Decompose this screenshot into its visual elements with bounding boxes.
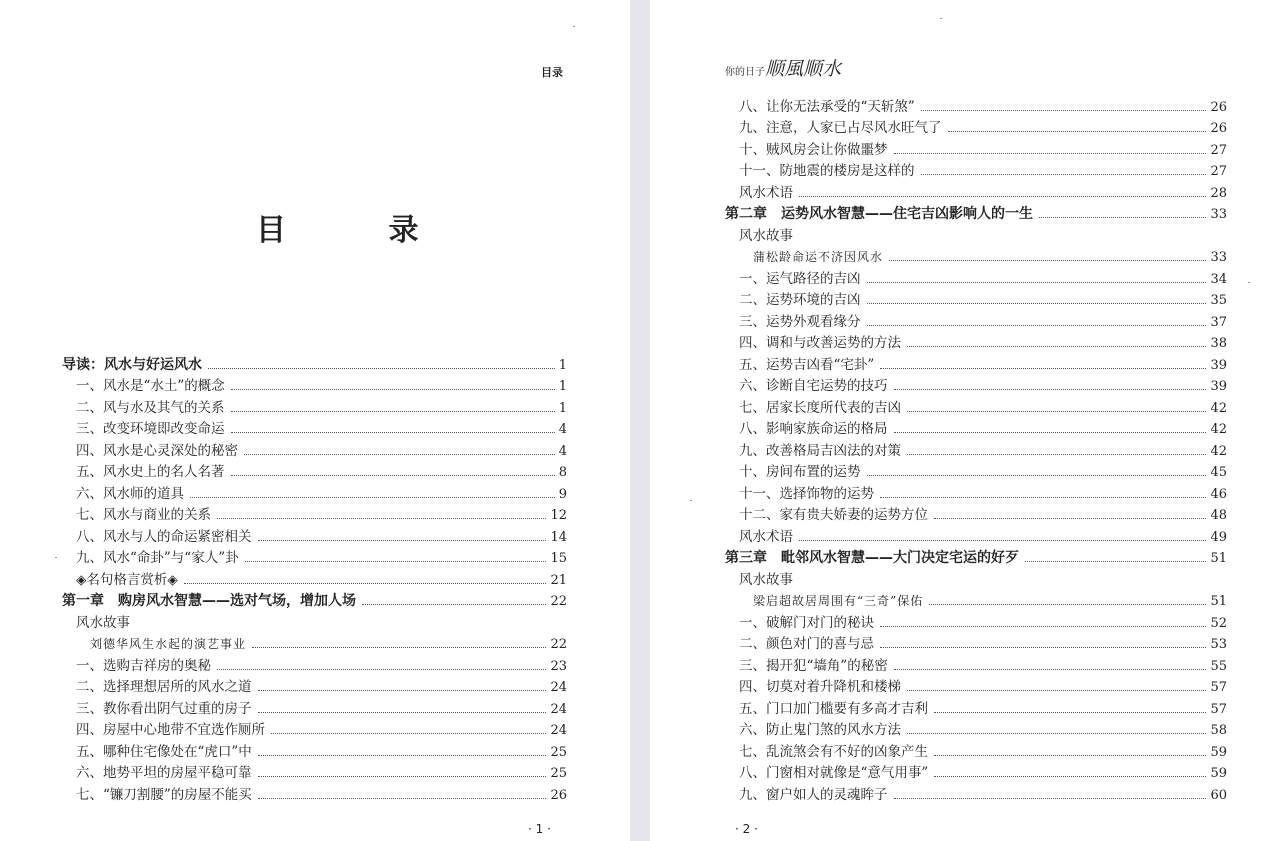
toc-page-number: 4 <box>558 443 567 459</box>
toc-entry-title: 二、选择理想居所的风水之道 <box>76 679 252 695</box>
dot-leader <box>258 776 547 777</box>
toc-page-number: 1 <box>558 379 567 394</box>
dot-leader <box>880 647 1206 648</box>
toc-entry-title: 二、颜色对门的喜与忌 <box>739 636 874 652</box>
toc-page-number: 42 <box>1210 422 1227 437</box>
toc-entry-title: 十、贼风房会让你做噩梦 <box>739 141 888 158</box>
dot-leader <box>867 282 1207 283</box>
toc-entry-title: 风水故事 <box>76 614 130 631</box>
toc-entry <box>725 610 1227 632</box>
dot-leader <box>934 776 1206 777</box>
toc-entry-title: 八、影响家族命运的格局 <box>739 421 888 437</box>
toc-entry-title: 第一章 购房风水智慧——选对气场，增加人场 <box>62 593 356 609</box>
toc-entry-title: 九、风水“命卦”与“家人”卦 <box>76 550 239 566</box>
toc-page-number: 23 <box>550 658 567 674</box>
toc-entry <box>62 696 567 718</box>
toc-entry-title: 十二、家有贵夫娇妻的运势方位 <box>739 507 928 523</box>
toc-page-number: 58 <box>1210 723 1227 738</box>
dot-leader <box>258 540 547 541</box>
dot-leader <box>867 475 1207 476</box>
toc-page-number: 42 <box>1210 400 1227 416</box>
dot-leader <box>231 389 555 390</box>
toc-page-number: 53 <box>1210 637 1227 652</box>
toc-page-number: 51 <box>1210 594 1227 609</box>
toc-entry-title: 七、风水与商业的关系 <box>76 507 211 523</box>
toc-page-number: 39 <box>1210 357 1227 373</box>
toc-entry <box>725 675 1227 697</box>
toc-entry <box>725 481 1227 503</box>
dot-leader <box>894 389 1207 390</box>
toc-entry-title: 三、教你看出阴气过重的房子 <box>76 700 252 717</box>
toc-entry-title: 梁启超故居周围有“三奇”保佑 <box>753 594 924 608</box>
dot-leader <box>894 798 1207 799</box>
toc-entry <box>62 610 567 632</box>
toc-entry <box>725 417 1227 439</box>
toc-entry <box>725 503 1227 525</box>
dot-leader <box>867 303 1207 304</box>
dot-leader <box>245 561 547 562</box>
dot-leader <box>907 454 1206 455</box>
dot-leader <box>799 540 1206 541</box>
header-small-text: 你的日子 <box>725 67 765 78</box>
dot-leader <box>894 669 1207 670</box>
toc-entry-title: 三、运势外观看缘分 <box>739 313 861 330</box>
toc-entry-title: 二、风与水及其气的关系 <box>76 399 225 416</box>
dot-leader <box>934 712 1206 713</box>
dot-leader <box>258 798 547 799</box>
dot-leader <box>921 110 1207 111</box>
toc-page-number: 51 <box>1210 551 1227 566</box>
toc-entry-title: 一、风水是“水土”的概念 <box>76 378 225 394</box>
toc-entry <box>725 395 1227 417</box>
toc-entry <box>62 567 567 589</box>
dot-leader <box>1025 561 1206 562</box>
toc-page-number: 24 <box>550 701 567 717</box>
toc-entry <box>725 137 1227 159</box>
toc-entry <box>62 460 567 482</box>
scan-speck <box>573 26 575 27</box>
toc-entry-title: 三、揭开犯“墙角”的秘密 <box>739 657 888 674</box>
dot-leader <box>889 260 1206 261</box>
toc-chapter-entry <box>725 202 1227 224</box>
dot-leader <box>190 497 555 498</box>
book-running-header <box>725 54 841 81</box>
toc-page-number: 45 <box>1210 465 1227 480</box>
toc-entry <box>62 503 567 525</box>
toc-entry-title: 十一、防地震的楼房是这样的 <box>739 163 915 179</box>
toc-page-number: 52 <box>1210 615 1227 631</box>
toc-entry <box>725 718 1227 740</box>
dot-leader <box>929 604 1206 605</box>
toc-page-number: 22 <box>550 594 567 609</box>
dot-leader <box>244 454 555 455</box>
dot-leader <box>894 432 1207 433</box>
toc-entry <box>725 309 1227 331</box>
toc-entry-title: 第二章 运势风水智慧——住宅吉凶影响人的一生 <box>725 206 1033 222</box>
toc-entry <box>725 589 1227 611</box>
toc-page-number: 49 <box>1210 529 1227 545</box>
toc-page-number: 25 <box>550 766 567 781</box>
toc-entry <box>62 395 567 417</box>
page-number: · 2 · <box>735 822 758 836</box>
toc-page-number: 9 <box>558 486 567 502</box>
toc-entry <box>62 739 567 761</box>
toc-entry-title: 一、运气路径的吉凶 <box>739 270 861 287</box>
toc-page-number: 33 <box>1210 207 1227 222</box>
dot-leader <box>217 518 546 519</box>
table-of-contents <box>62 352 567 804</box>
toc-page-number: 24 <box>550 723 567 738</box>
dot-leader <box>208 368 555 369</box>
toc-entry <box>725 438 1227 460</box>
toc-entry <box>62 417 567 439</box>
toc-entry <box>62 524 567 546</box>
dot-leader <box>907 411 1206 412</box>
toc-entry <box>62 632 567 654</box>
toc-entry-title: 一、选购吉祥房的奥秘 <box>76 657 211 674</box>
toc-entry-title: 九、改善格局吉凶法的对策 <box>739 442 901 459</box>
toc-entry-title: 九、注意，人家已占尽风水旺气了 <box>739 120 942 136</box>
toc-entry-title: 八、风水与人的命运紧密相关 <box>76 528 252 545</box>
dot-leader <box>184 583 547 584</box>
scan-speck <box>55 557 57 558</box>
toc-chapter-entry <box>62 589 567 611</box>
toc-page-number: 24 <box>550 680 567 695</box>
dot-leader <box>867 325 1207 326</box>
dot-leader <box>231 432 555 433</box>
toc-entry-title: 二、运势环境的吉凶 <box>739 292 861 308</box>
toc-entry-title: 风水故事 <box>739 227 793 244</box>
table-of-contents <box>725 94 1227 804</box>
toc-entry-title: 一、破解门对门的秘诀 <box>739 614 874 631</box>
toc-entry <box>725 696 1227 718</box>
toc-entry-title: 八、门窗相对就像是“意气用事” <box>739 765 929 781</box>
toc-page-number: 14 <box>550 529 567 545</box>
toc-page-number: 59 <box>1210 744 1227 760</box>
toc-page-number: 8 <box>558 465 567 480</box>
dot-leader <box>271 733 546 734</box>
toc-entry-title: 五、门口加门槛要有多高才吉利 <box>739 700 928 717</box>
dot-leader <box>921 174 1207 175</box>
toc-entry <box>62 438 567 460</box>
toc-entry <box>62 374 567 396</box>
right-page <box>650 0 1282 841</box>
toc-entry-title: 风水故事 <box>739 571 793 588</box>
toc-entry-title: 五、运势吉凶看“宅卦” <box>739 356 875 373</box>
dot-leader <box>231 411 555 412</box>
toc-page-number: 48 <box>1210 508 1227 523</box>
toc-entry-title: 十一、选择饰物的运势 <box>739 485 874 502</box>
page-number: · 1 · <box>528 822 551 836</box>
toc-entry <box>725 761 1227 783</box>
toc-entry-title: 十、房间布置的运势 <box>739 464 861 480</box>
dot-leader <box>880 368 1206 369</box>
page-gutter <box>630 0 650 841</box>
dot-leader <box>880 497 1206 498</box>
toc-chapter-entry <box>725 546 1227 568</box>
toc-entry <box>725 331 1227 353</box>
dot-leader <box>362 604 546 605</box>
toc-entry-title: 导读：风水与好运风水 <box>62 356 202 373</box>
toc-page-number: 27 <box>1210 142 1227 158</box>
toc-entry-title: 四、房屋中心地带不宜选作厕所 <box>76 722 265 738</box>
toc-entry <box>62 653 567 675</box>
toc-page-number: 57 <box>1210 701 1227 717</box>
toc-entry-title: 三、改变环境即改变命运 <box>76 421 225 437</box>
toc-entry <box>62 546 567 568</box>
toc-page-number: 60 <box>1210 787 1227 803</box>
toc-page-number: 28 <box>1210 185 1227 201</box>
toc-entry <box>725 782 1227 804</box>
toc-page-number: 33 <box>1210 250 1227 265</box>
toc-entry-title: 六、风水师的道具 <box>76 485 184 502</box>
toc-entry-title: 七、乱流煞会有不好的凶象产生 <box>739 743 928 760</box>
scan-speck <box>1248 282 1250 283</box>
toc-entry <box>725 352 1227 374</box>
toc-entry <box>725 460 1227 482</box>
dot-leader <box>258 712 547 713</box>
toc-entry-title: 四、风水是心灵深处的秘密 <box>76 442 238 459</box>
toc-page-number: 4 <box>558 422 567 437</box>
toc-page-number: 22 <box>550 637 567 652</box>
toc-page-number: 12 <box>550 508 567 523</box>
toc-entry-title: ◈名句格言赏析◈ <box>76 571 178 588</box>
toc-entry <box>62 481 567 503</box>
dot-leader <box>934 755 1206 756</box>
toc-entry <box>725 739 1227 761</box>
toc-page-number: 1 <box>558 400 567 416</box>
toc-page-number: 42 <box>1210 443 1227 459</box>
dot-leader <box>231 475 555 476</box>
toc-entry-title: 蒲松龄命运不济因风水 <box>753 250 884 264</box>
dot-leader <box>258 755 547 756</box>
toc-entry <box>62 761 567 783</box>
dot-leader <box>799 196 1206 197</box>
dot-leader <box>894 153 1207 154</box>
toc-entry <box>62 718 567 740</box>
toc-page-number: 46 <box>1210 486 1227 502</box>
toc-entry <box>725 374 1227 396</box>
toc-entry <box>725 632 1227 654</box>
toc-entry-title: 九、窗户如人的灵魂眸子 <box>739 786 888 803</box>
dot-leader <box>907 690 1206 691</box>
toc-entry <box>725 266 1227 288</box>
toc-page-number: 37 <box>1210 314 1227 330</box>
dot-leader <box>252 647 546 648</box>
dot-leader <box>880 626 1206 627</box>
toc-entry-title: 四、调和与改善运势的方法 <box>739 335 901 351</box>
toc-page-number: 1 <box>558 357 567 373</box>
toc-page-number: 39 <box>1210 379 1227 394</box>
toc-page-number: 15 <box>550 551 567 566</box>
toc-page-number: 26 <box>1210 121 1227 136</box>
dot-leader <box>907 346 1206 347</box>
toc-entry <box>725 180 1227 202</box>
toc-entry <box>725 223 1227 245</box>
dot-leader <box>1039 217 1206 218</box>
toc-entry <box>725 653 1227 675</box>
toc-page-number: 38 <box>1210 336 1227 351</box>
toc-page-number: 26 <box>550 787 567 803</box>
toc-page-number: 27 <box>1210 164 1227 179</box>
toc-entry-title: 七、居家长度所代表的吉凶 <box>739 399 901 416</box>
toc-entry <box>725 159 1227 181</box>
toc-page-number: 25 <box>550 744 567 760</box>
toc-chapter-entry <box>62 352 567 374</box>
toc-page-number: 35 <box>1210 293 1227 308</box>
toc-entry <box>725 567 1227 589</box>
scan-speck <box>940 18 942 19</box>
toc-entry <box>725 94 1227 116</box>
toc-entry <box>725 288 1227 310</box>
toc-entry-title: 六、防止鬼门煞的风水方法 <box>739 722 901 738</box>
dot-leader <box>948 131 1207 132</box>
toc-page-number: 59 <box>1210 766 1227 781</box>
toc-page-number: 26 <box>1210 99 1227 115</box>
dot-leader <box>907 733 1206 734</box>
scan-speck <box>690 500 692 501</box>
toc-page-number: 57 <box>1210 680 1227 695</box>
toc-page-number: 55 <box>1210 658 1227 674</box>
toc-entry-title: 八、让你无法承受的“天斩煞” <box>739 98 915 115</box>
toc-entry-title: 五、风水史上的名人名著 <box>76 464 225 480</box>
toc-entry-title: 七、“镰刀割腰”的房屋不能买 <box>76 786 252 803</box>
dot-leader <box>217 669 546 670</box>
toc-entry-title: 刘德华风生水起的演艺事业 <box>90 637 247 651</box>
dot-leader <box>934 518 1206 519</box>
toc-entry-title: 风水术语 <box>739 528 793 545</box>
toc-entry <box>725 524 1227 546</box>
toc-entry-title: 四、切莫对着升降机和楼梯 <box>739 679 901 695</box>
toc-entry-title: 五、哪种住宅像处在“虎口”中 <box>76 743 252 760</box>
toc-page-number: 21 <box>550 572 567 588</box>
toc-entry-title: 风水术语 <box>739 184 793 201</box>
header-brush-text: 顺風顺水 <box>765 58 842 80</box>
toc-entry <box>62 782 567 804</box>
left-page <box>0 0 630 841</box>
toc-page-number: 34 <box>1210 271 1227 287</box>
dot-leader <box>258 690 547 691</box>
running-header: 目录 <box>541 66 563 79</box>
page-title: 目 录 <box>256 213 465 248</box>
toc-entry-title: 六、诊断自宅运势的技巧 <box>739 378 888 394</box>
toc-entry-title: 第三章 毗邻风水智慧——大门决定宅运的好歹 <box>725 550 1019 566</box>
toc-entry-title: 六、地势平坦的房屋平稳可靠 <box>76 765 252 781</box>
toc-entry <box>725 245 1227 267</box>
toc-entry <box>62 675 567 697</box>
toc-entry <box>725 116 1227 138</box>
